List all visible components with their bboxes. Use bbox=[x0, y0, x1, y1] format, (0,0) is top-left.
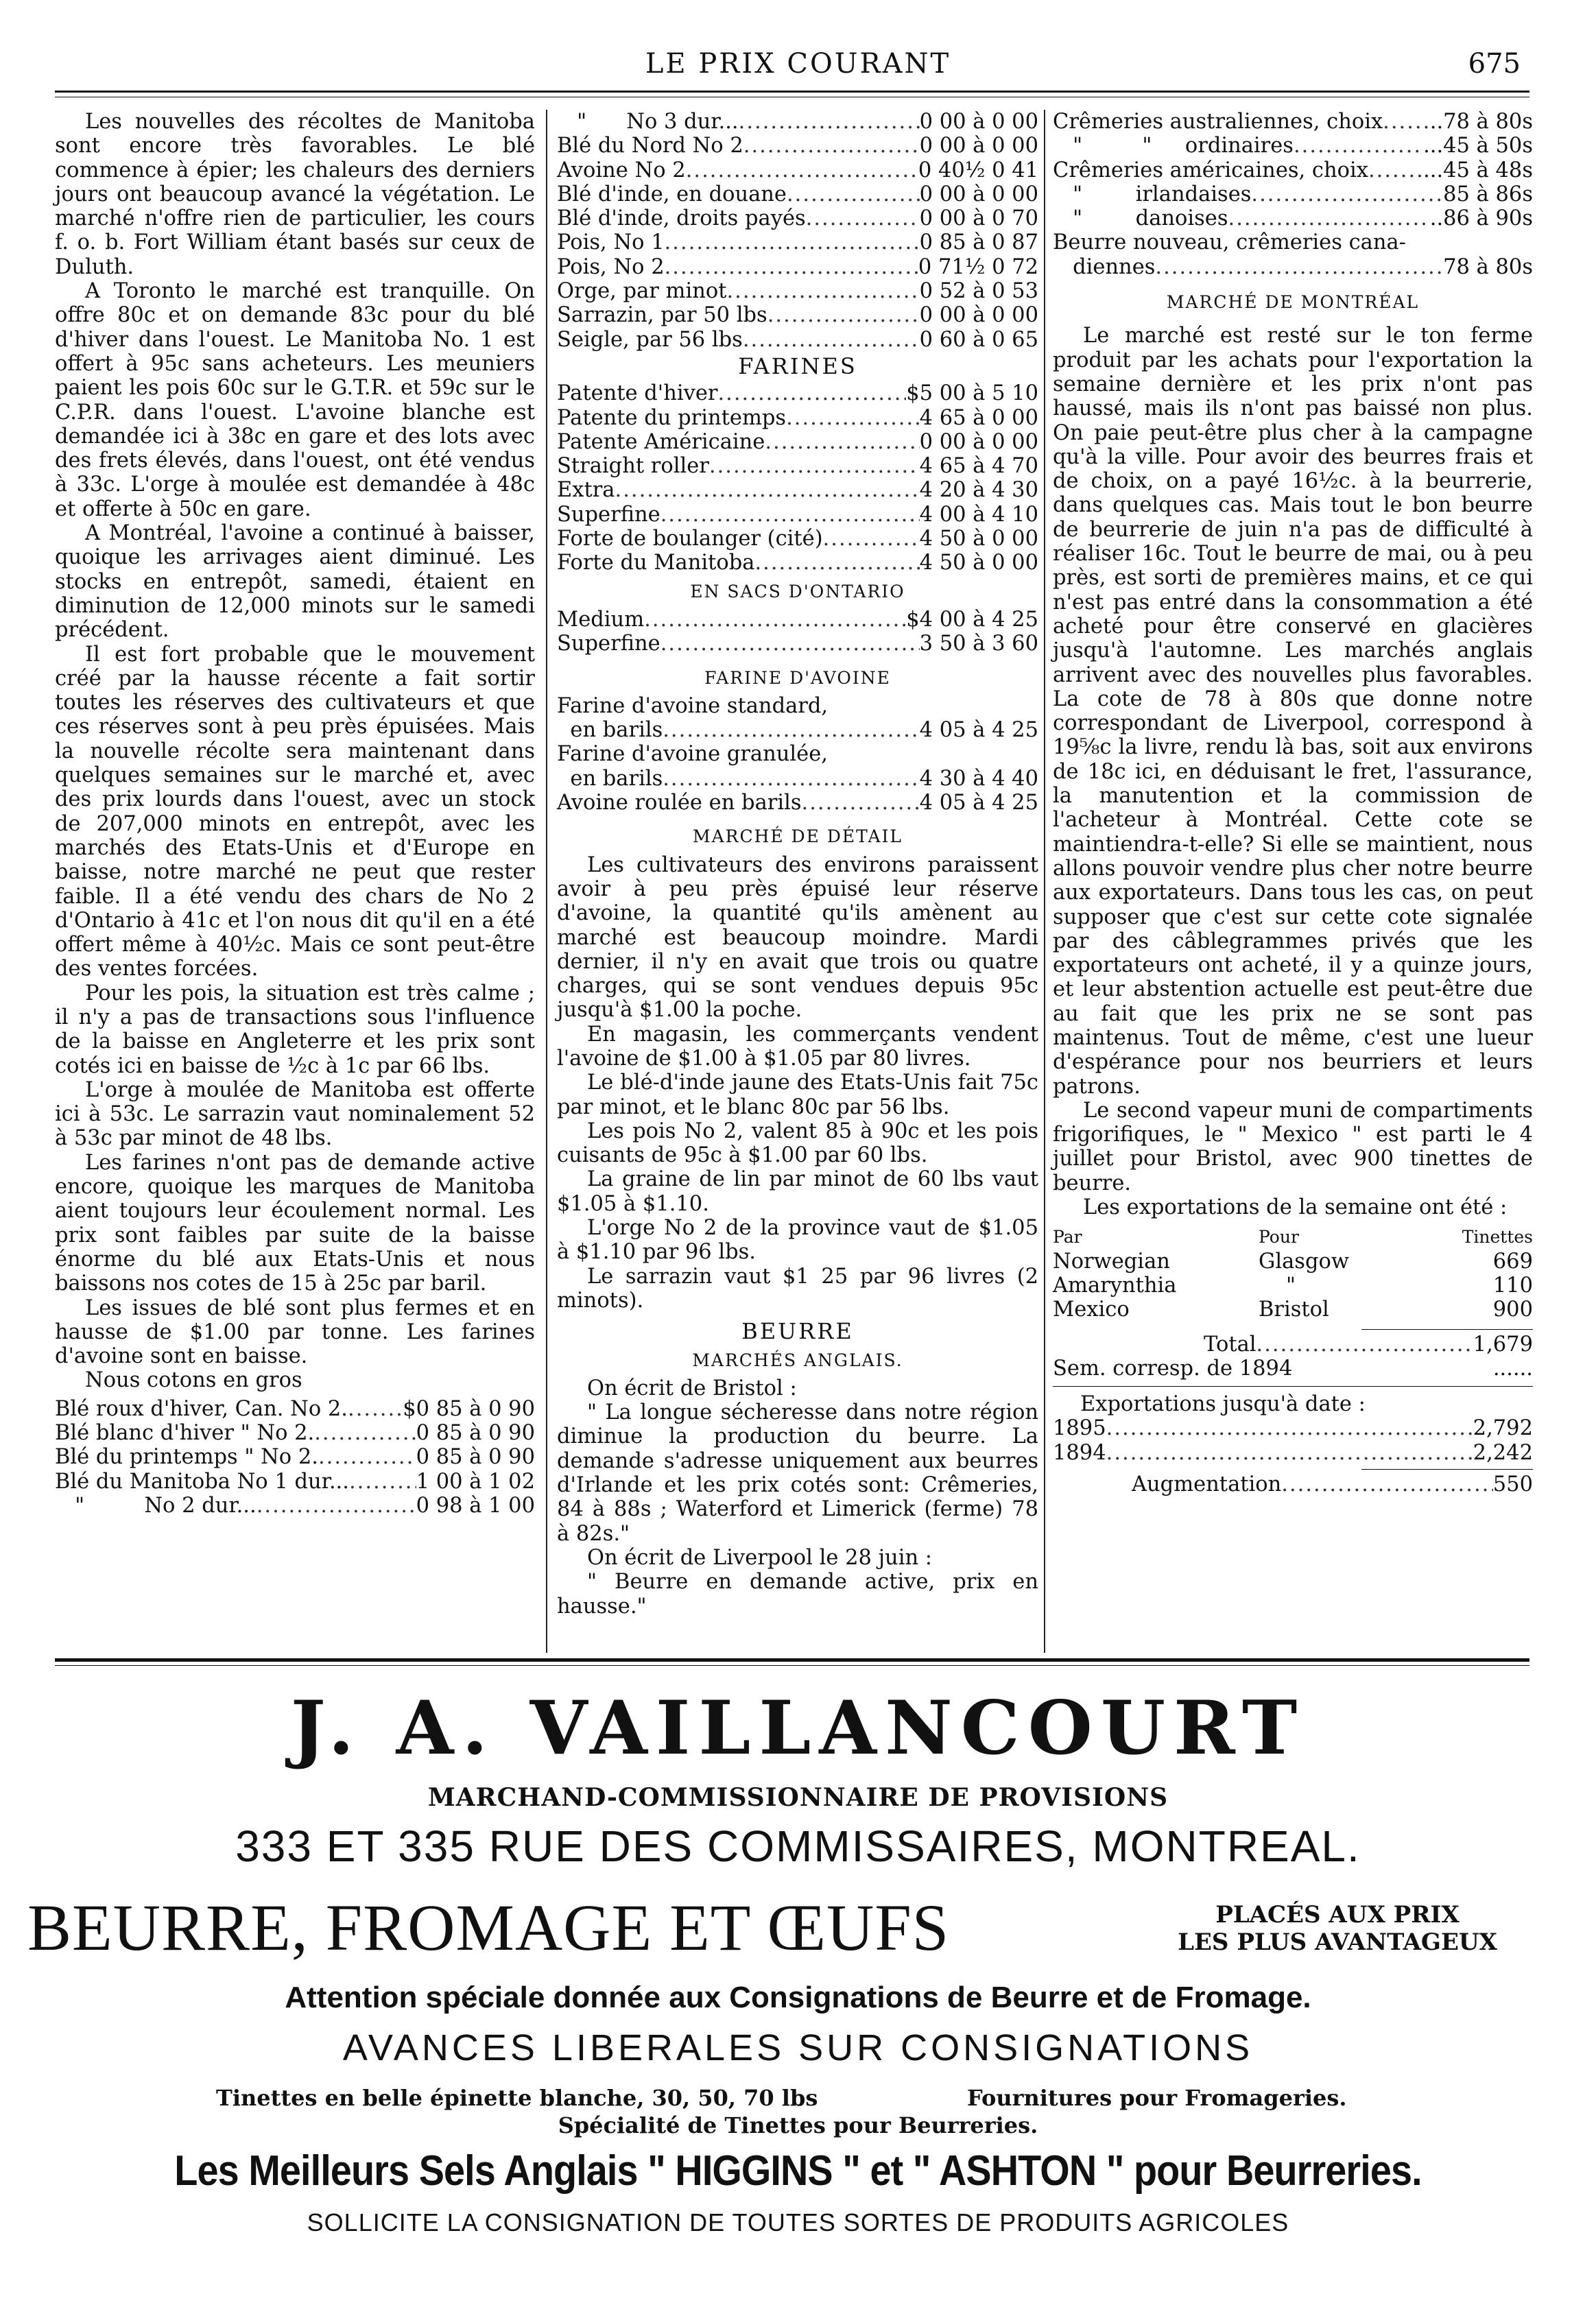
destination: " bbox=[1286, 1273, 1296, 1298]
price-value: 85 à 86s bbox=[1443, 182, 1533, 206]
paragraph: Le blé-d'inde jaune des Etats-Unis fait 75c par minot, et le blanc 80c par 56 lbs. bbox=[557, 1071, 1038, 1119]
total-rule bbox=[1361, 1329, 1533, 1330]
column-2 bbox=[557, 110, 1038, 1619]
price-label: Extra bbox=[557, 478, 615, 503]
price-label: Crêmeries australiennes, choix bbox=[1053, 110, 1383, 134]
price-row bbox=[1053, 255, 1533, 279]
price-value: 0 85 à 0 87 bbox=[919, 230, 1038, 255]
price-value: 1 00 à 1 02 bbox=[416, 1469, 535, 1494]
augmentation-value: 550 bbox=[1492, 1472, 1533, 1497]
price-value: 0 71½ 0 72 bbox=[918, 254, 1038, 279]
year-value: 2,792 bbox=[1473, 1416, 1533, 1441]
price-label: " " ordinaires bbox=[1053, 134, 1294, 158]
price-label: Pois, No 1 bbox=[557, 230, 665, 255]
price-value: 4 65 à 4 70 bbox=[919, 454, 1038, 479]
paragraph: Les nouvelles des récoltes de Manitoba sont encore très favorables. Le blé commence à épier; les chaleurs des derniers jours ont beaucoup avancé la végétation. Le marché n'offre rien de particulier, les cours f. o. b. Fort William étant basés sur ceux de Duluth. bbox=[55, 110, 535, 279]
price-value: 0 00 à 0 70 bbox=[919, 206, 1038, 231]
price-label: Blé roux d'hiver, Can. No 2. bbox=[55, 1396, 348, 1421]
page-number: 675 bbox=[1468, 48, 1521, 80]
price-label: " danoises bbox=[1053, 206, 1228, 231]
section-heading: FARINES bbox=[738, 353, 857, 379]
price-label: en barils bbox=[557, 766, 663, 791]
paragraph: " Beurre en demande active, prix en hausse." bbox=[557, 1570, 1038, 1619]
paragraph: Le second vapeur muni de compartiments frigorifiques, le " Mexico " est parti le 4 juillet pour Bristol, avec 900 tinettes de beurre. bbox=[1053, 1098, 1533, 1195]
price-value: 4 20 à 4 30 bbox=[919, 478, 1038, 503]
price-label: Blé blanc d'hiver " No 2. bbox=[55, 1421, 315, 1446]
price-row bbox=[557, 158, 1038, 182]
advertiser-address: 333 ET 335 RUE DES COMMISSAIRES, MONTREAL. bbox=[235, 1822, 1361, 1871]
paragraph: L'orge No 2 de la province vaut de $1.05 à $1.10 par 96 lbs. bbox=[557, 1216, 1038, 1265]
price-list-avoine bbox=[557, 694, 1038, 815]
exports-to-date-label: Exportations jusqu'à date : bbox=[1080, 1392, 1366, 1417]
column-divider-1 bbox=[546, 110, 547, 1653]
paragraph: " La longue sécheresse dans notre région diminue la production du beurre. La demande s'adresse uniquement aux beurres d'Irlande et les prix cotés sont: Crêmeries, 84 à 88s ; Waterford et Limerick (ferme) 78 à 82s." bbox=[557, 1400, 1038, 1546]
exports-table-header bbox=[1053, 1225, 1533, 1249]
paragraph: Les pois No 2, valent 85 à 90c et les pois cuisants de 95c à $1.00 par 60 lbs. bbox=[557, 1119, 1038, 1168]
column-3 bbox=[1053, 110, 1533, 1496]
price-value: 4 50 à 0 00 bbox=[919, 527, 1038, 551]
year-label: 1894 bbox=[1053, 1440, 1106, 1465]
advertiser-role: MARCHAND-COMMISSIONNAIRE DE PROVISIONS bbox=[427, 1783, 1169, 1812]
price-value: 4 05 à 4 25 bbox=[919, 718, 1038, 743]
price-list-farines bbox=[557, 381, 1038, 575]
price-label: Beurre nouveau, crêmeries cana- bbox=[1053, 230, 1406, 255]
paragraph: Le marché est resté sur le ton ferme produit par les achats pour l'exportation la semaine dernière et les prix n'ont pas haussé, mais ils n'ont pas baissé non plus. On paie peut-être plus cher à la campagne qu'à la ville. Pour avoir des beurres frais et de choix, on a payé 16½c. à la beurrerie, dans quelques cas. Mais tout le bon beurre de beurrerie de juin n'a pas de difficulté à réaliser 16c. Tout le beurre de mai, ou à peu près, est sorti de premières mains, et ce qui n'est pas entré dans la consommation a été acheté pour être conservé en glacières jusqu'à l'automne. Les marchés anglais arrivent avec des nouvelles plus favorables. La cote de 78 à 80s que donne notre correspondant de Liverpool, correspond à 19⅝c la livre, rendu là bas, soit aux environs de 18c ici, en déduisant le fret, l'assurance, la manutention et la commission de l'acheteur à Montréal. Cette cote se maintiendra-t-elle? Si elle se maintient, nous allons pouvoir vendre plus cher notre beurre aux exportateurs. Dans tous les cas, on peut supposer que c'est sur cette cote signalée par des câblegrammes privés que les exportateurs ont acheté, il y a quinze jours, et leur abstention actuelle est peut-être due au fait que les prix ne se sont pas maintenus. Tout de même, c'est une lueur d'espérance pour nos beurriers et leurs patrons. bbox=[1053, 324, 1533, 1099]
year-label: 1895 bbox=[1053, 1416, 1106, 1441]
price-label: Orge, par minot bbox=[557, 279, 727, 304]
price-label: Patente du printemps bbox=[557, 405, 787, 430]
total-row bbox=[1053, 1333, 1533, 1357]
destination: Bristol bbox=[1259, 1298, 1329, 1322]
paragraph: On écrit de Bristol : bbox=[587, 1376, 797, 1400]
sollicite-line: SOLLICITE LA CONSIGNATION DE TOUTES SORTES DE PRODUITS AGRICOLES bbox=[307, 2208, 1289, 2236]
price-row bbox=[1053, 110, 1533, 134]
total-value: 1,679 bbox=[1473, 1332, 1533, 1357]
price-value: 0 40½ 0 41 bbox=[918, 158, 1038, 182]
year-row bbox=[1053, 1441, 1533, 1465]
price-row bbox=[557, 454, 1038, 478]
header-rule-thick bbox=[55, 91, 1529, 93]
price-label: " irlandaises bbox=[1053, 182, 1252, 206]
advertiser-name: J. A. VAILLANCOURT bbox=[290, 1685, 1306, 1771]
price-label: Avoine roulée en barils bbox=[557, 791, 802, 815]
ship-name: Norwegian bbox=[1053, 1249, 1170, 1274]
price-value: 0 00 à 0 00 bbox=[919, 182, 1038, 206]
price-value: $0 85 à 0 90 bbox=[403, 1396, 535, 1421]
price-value: 0 00 à 0 00 bbox=[919, 429, 1038, 454]
price-row bbox=[557, 182, 1038, 206]
price-row bbox=[557, 478, 1038, 502]
paragraph: A Toronto le marché est tranquille. On offre 80c et on demande 83c pour du blé d'hiver dans l'ouest. Le Manitoba No. 1 est offert à 95c sans acheteurs. Les meuniers paient les pois 60c sur le G.T.R. et 59c sur le C.P.R. dans l'ouest. L'avoine blanche est demandée ici à 38c en gare et des lots avec des frets élevés, dans l'ouest, ont été vendus à 33c. L'orge à moulée est demandée à 48c et offerte à 50c en gare. bbox=[55, 279, 535, 521]
price-label: Superfine bbox=[557, 502, 660, 527]
price-value: 0 00 à 0 00 bbox=[919, 303, 1038, 328]
year-row bbox=[1053, 1416, 1533, 1440]
paragraph: L'orge à moulée de Manitoba est offerte ici à 53c. Le sarrazin vaut nominalement 52 à 53c par minot de 48 lbs. bbox=[55, 1077, 535, 1151]
placed-line-2: LES PLUS AVANTAGEUX bbox=[1178, 1929, 1497, 1956]
ship-name: Amarynthia bbox=[1053, 1273, 1177, 1298]
price-row bbox=[55, 1397, 535, 1421]
price-row bbox=[557, 406, 1038, 430]
price-row bbox=[557, 110, 1038, 134]
price-label: Seigle, par 56 lbs bbox=[557, 327, 743, 352]
tinettes-count: 669 bbox=[1492, 1249, 1533, 1274]
augmentation-rule bbox=[1361, 1469, 1533, 1470]
price-label: Farine d'avoine standard, bbox=[557, 693, 829, 718]
price-row bbox=[557, 551, 1038, 575]
price-label: " No 2 dur... bbox=[55, 1493, 257, 1518]
summary-rule bbox=[1053, 1386, 1533, 1387]
price-row bbox=[1053, 158, 1533, 182]
total-label: Total bbox=[1204, 1332, 1256, 1357]
paragraph: Le sarrazin vaut $1 25 par 96 livres (2 minots). bbox=[557, 1264, 1038, 1313]
price-label: " No 3 dur... bbox=[557, 110, 739, 134]
column-header: Par bbox=[1053, 1227, 1082, 1247]
price-row bbox=[1053, 182, 1533, 206]
column-header: Pour bbox=[1259, 1227, 1299, 1247]
paragraph: Pour les pois, la situation est très calme ; il n'y a pas de transactions sous l'influence de la baisse en Angleterre et les prix sont cotés ici en baisse de ½c à 1c par 66 lbs. bbox=[55, 981, 535, 1078]
tinettes-line: Tinettes en belle épinette blanche, 30, 50, 70 lbs bbox=[216, 2085, 818, 2111]
placed-line-1: PLACÉS AUX PRIX bbox=[1215, 1901, 1460, 1929]
price-row bbox=[557, 791, 1038, 815]
destination: Glasgow bbox=[1259, 1249, 1349, 1274]
price-label: Forte du Manitoba bbox=[557, 551, 755, 575]
price-row bbox=[557, 230, 1038, 254]
price-label: Patente d'hiver bbox=[557, 381, 718, 406]
price-value: 0 85 à 0 90 bbox=[416, 1445, 535, 1470]
price-value: 0 85 à 0 90 bbox=[416, 1421, 535, 1446]
price-row bbox=[55, 1470, 535, 1494]
price-value: 0 00 à 0 00 bbox=[919, 110, 1038, 134]
table-row bbox=[1053, 1274, 1533, 1298]
table-row bbox=[1053, 1298, 1533, 1322]
section-heading: EN SACS D'ONTARIO bbox=[690, 581, 905, 601]
price-label: Pois, No 2 bbox=[557, 254, 665, 279]
price-label: en barils bbox=[557, 718, 663, 743]
price-row bbox=[557, 134, 1038, 158]
price-label: Blé du Nord No 2 bbox=[557, 134, 743, 158]
price-label: Medium bbox=[557, 607, 645, 632]
price-row bbox=[557, 328, 1038, 352]
price-value: 4 05 à 4 25 bbox=[919, 791, 1038, 815]
year-value: 2,242 bbox=[1473, 1440, 1533, 1465]
price-row bbox=[557, 767, 1038, 791]
price-label: Straight roller bbox=[557, 454, 709, 479]
sem-label: Sem. corresp. de 1894 bbox=[1053, 1356, 1293, 1381]
tinettes-count: 900 bbox=[1492, 1298, 1533, 1322]
price-label: diennes bbox=[1053, 254, 1156, 279]
price-value: ...45 à 50s bbox=[1423, 134, 1533, 158]
price-row bbox=[557, 527, 1038, 551]
sem-value: ...... bbox=[1492, 1356, 1533, 1381]
section-heading: FARINE D'AVOINE bbox=[704, 667, 891, 688]
price-label: Farine d'avoine granulée, bbox=[557, 742, 828, 767]
price-value: ..78 à 80s bbox=[1429, 110, 1533, 134]
price-value: 3 50 à 3 60 bbox=[919, 632, 1038, 656]
price-value: 0 98 à 1 00 bbox=[416, 1493, 535, 1518]
column-divider-2 bbox=[1044, 110, 1045, 1653]
avances-line: AVANCES LIBERALES SUR CONSIGNATIONS bbox=[342, 2027, 1254, 2068]
paragraph: La graine de lin par minot de 60 lbs vaut $1.05 à $1.10. bbox=[557, 1167, 1038, 1216]
price-row bbox=[55, 1421, 535, 1445]
paragraph: Les cultivateurs des environs paraissent avoir à peu près épuisé leur réserve d'avoine, la quantité qu'ils amènent au marché est beaucoup moindre. Mardi dernier, il n'y en avait que trois ou quatre charges, qui se sont vendues depuis 95c jusqu'à $1.00 la poche. bbox=[557, 852, 1038, 1023]
augmentation-row bbox=[1053, 1472, 1533, 1496]
column-1 bbox=[55, 110, 535, 1518]
products-headline: BEURRE, FROMAGE ET ŒUFS bbox=[27, 1891, 950, 1964]
paragraph: Nous cotons en gros bbox=[85, 1368, 302, 1393]
price-label: Blé d'inde, droits payés bbox=[557, 206, 806, 231]
paragraph: Les exportations de la semaine ont été : bbox=[1083, 1195, 1508, 1220]
price-value: 4 50 à 0 00 bbox=[919, 551, 1038, 575]
price-list-ble bbox=[55, 1397, 535, 1518]
price-value: 4 30 à 4 40 bbox=[919, 766, 1038, 791]
price-label: Forte de boulanger (cité) bbox=[557, 527, 823, 551]
specialite-line: Spécialité de Tinettes pour Beurreries. bbox=[558, 2112, 1038, 2138]
price-row bbox=[55, 1445, 535, 1469]
price-label: Sarrazin, par 50 lbs bbox=[557, 303, 767, 328]
price-row bbox=[557, 718, 1038, 742]
tinettes-count: 110 bbox=[1492, 1273, 1533, 1298]
price-value: 0 60 à 0 65 bbox=[919, 327, 1038, 352]
price-value: $4 00 à 4 25 bbox=[906, 607, 1038, 632]
price-row bbox=[557, 430, 1038, 454]
table-row bbox=[1053, 1250, 1533, 1274]
price-value: 0 00 à 0 00 bbox=[919, 134, 1038, 158]
section-heading: BEURRE bbox=[741, 1318, 854, 1345]
price-value: ...45 à 48s bbox=[1423, 158, 1533, 182]
price-value: ..86 à 90s bbox=[1429, 206, 1533, 231]
price-row bbox=[557, 503, 1038, 527]
section-heading: MARCHÉ DE DÉTAIL bbox=[693, 826, 903, 847]
ship-name: Mexico bbox=[1053, 1298, 1130, 1322]
price-row bbox=[557, 303, 1038, 327]
paragraph: En magasin, les commerçants vendent l'avoine de $1.00 à $1.05 par 80 livres. bbox=[557, 1022, 1038, 1071]
price-row bbox=[557, 632, 1038, 656]
section-heading: MARCHÉ DE MONTRÉAL bbox=[1166, 292, 1420, 313]
paragraph: On écrit de Liverpool le 28 juin : bbox=[587, 1545, 933, 1570]
price-row bbox=[557, 279, 1038, 303]
paragraph: Les issues de blé sont plus fermes et en hausse de $1.00 par tonne. Les farines d'avoine sont en baisse. bbox=[55, 1296, 535, 1369]
paragraph: Les farines n'ont pas de demande active encore, quoique les marques de Manitoba aient toujours leur écoulement normal. Les prix sont faibles par suite de la baisse énorme du blé aux Etats-Unis et nous baissons nos cotes de 15 à 25c par baril. bbox=[55, 1150, 535, 1296]
price-row bbox=[1053, 134, 1533, 158]
price-row bbox=[1053, 206, 1533, 230]
fournitures-line: Fournitures pour Fromageries. bbox=[967, 2085, 1347, 2111]
price-value: 4 00 à 4 10 bbox=[919, 502, 1038, 527]
section-heading: MARCHÉS ANGLAIS. bbox=[692, 1350, 903, 1370]
sels-line: Les Meilleurs Sels Anglais " HIGGINS " et " ASHTON " pour Beurreries. bbox=[174, 2147, 1422, 2195]
column-header: Tinettes bbox=[1462, 1227, 1533, 1247]
price-label: Avoine No 2 bbox=[557, 158, 686, 182]
price-list-sacs bbox=[557, 608, 1038, 656]
price-label: Crêmeries américaines, choix bbox=[1053, 158, 1368, 182]
paragraph: A Montréal, l'avoine a continué à baisser, quoique les arrivages aient diminué. Les stocks en entrepôt, samedi, étaient en diminution de 12,000 minots sur le samedi précédent. bbox=[55, 521, 535, 643]
sem-row bbox=[1053, 1357, 1533, 1381]
attention-line: Attention spéciale donnée aux Consignations de Beurre et de Fromage. bbox=[285, 1981, 1311, 2014]
price-value: 4 65 à 0 00 bbox=[919, 405, 1038, 430]
price-label: Blé d'inde, en douane bbox=[557, 182, 787, 206]
journal-title: LE PRIX COURANT bbox=[645, 48, 951, 80]
price-row bbox=[557, 255, 1038, 279]
price-row bbox=[557, 381, 1038, 405]
price-list-grains bbox=[557, 110, 1038, 352]
paragraph: Il est fort probable que le mouvement créé par la hausse récente a fait sortir toutes les réserves des cultivateurs et que ces réserves sont à peu près épuisées. Mais la nouvelle récolte sera maintenant dans quelques semaines sur le marché et, avec des prix lourds dans l'ouest, avec un stock de 207,000 minots en entrepôt, avec les marchés des Etats-Unis et d'Europe en baisse, notre marché ne peut que rester faible. Il a été vendu des chars de No 2 d'Ontario à 41c et l'on nous dit qu'il en a été offert même à 40½c. Mais ce sont peut-être des ventes forcées. bbox=[55, 642, 535, 981]
price-value: 0 52 à 0 53 bbox=[919, 279, 1038, 304]
price-value: 78 à 80s bbox=[1443, 254, 1533, 279]
price-label: Superfine bbox=[557, 632, 660, 656]
price-value: $5 00 à 5 10 bbox=[906, 381, 1038, 406]
price-row bbox=[557, 608, 1038, 632]
price-label: Blé du printemps " No 2. bbox=[55, 1445, 318, 1470]
augmentation-label: Augmentation bbox=[1132, 1472, 1282, 1497]
price-list-beurre bbox=[1053, 110, 1533, 279]
price-label: Patente Américaine bbox=[557, 429, 765, 454]
price-row bbox=[55, 1494, 535, 1518]
ad-top-rule-thin bbox=[55, 1665, 1529, 1666]
ad-top-rule-thick bbox=[55, 1658, 1529, 1662]
price-row bbox=[557, 206, 1038, 230]
price-label: Blé du Manitoba No 1 dur... bbox=[55, 1469, 349, 1494]
